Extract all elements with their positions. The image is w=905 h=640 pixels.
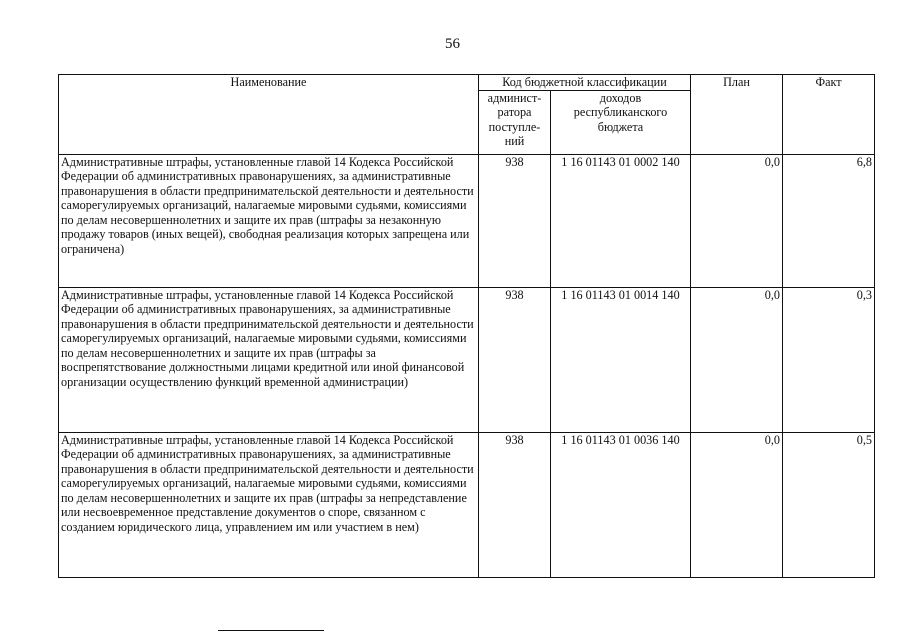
- row-name: Административные штрафы, установленные главой 14 Кодекса Российской Федерации об административных правонарушениях, за административные правонарушения в области предпринимательской деятельности и деятельности саморегулируемых организаций, налагаемые мировыми судьями, комиссиями по делам несовершеннолетних и защите их прав (штрафы за воспрепятствование должностными лицами кредитной или иной финансовой организации осуществлению функций временной администрации): [59, 287, 479, 432]
- row-plan: 0,0: [691, 287, 783, 432]
- budget-table: [58, 74, 875, 578]
- row-income-code: 1 16 01143 01 0014 140: [551, 287, 691, 432]
- row-fact: 6,8: [783, 154, 875, 287]
- footnote-divider: [218, 630, 324, 631]
- table-row: [59, 432, 875, 577]
- row-plan: 0,0: [691, 432, 783, 577]
- table-row: [59, 154, 875, 287]
- row-name: Административные штрафы, установленные главой 14 Кодекса Российской Федерации об административных правонарушениях, за административные правонарушения в области предпринимательской деятельности и деятельности саморегулируемых организаций, налагаемые мировыми судьями, комиссиями по делам несовершеннолетних и защите их прав (штрафы за непредставление или несвоевременное представление документов о споре, связанном с созданием юридического лица, управлением им или участием в нем): [59, 432, 479, 577]
- row-income-code: 1 16 01143 01 0036 140: [551, 432, 691, 577]
- row-admin-code: 938: [479, 432, 551, 577]
- header-name: Наименование: [59, 75, 479, 155]
- header-plan: План: [691, 75, 783, 155]
- row-name: Административные штрафы, установленные главой 14 Кодекса Российской Федерации об административных правонарушениях, за административные правонарушения в области предпринимательской деятельности и деятельности саморегулируемых организаций, налагаемые мировыми судьями, комиссиями по делам несовершеннолетних и защите их прав (штрафы за незаконную продажу товаров (иных вещей), свободная реализация которых запрещена или ограничена): [59, 154, 479, 287]
- header-admin: админист- ратора поступле- ний: [479, 90, 551, 154]
- row-admin-code: 938: [479, 287, 551, 432]
- header-code-group: Код бюджетной классификации: [479, 75, 691, 91]
- row-admin-code: 938: [479, 154, 551, 287]
- header-income: доходов республиканского бюджета: [551, 90, 691, 154]
- page-number: 56: [445, 36, 460, 52]
- header-fact: Факт: [783, 75, 875, 155]
- row-fact: 0,3: [783, 287, 875, 432]
- row-income-code: 1 16 01143 01 0002 140: [551, 154, 691, 287]
- table-row: [59, 287, 875, 432]
- row-fact: 0,5: [783, 432, 875, 577]
- row-plan: 0,0: [691, 154, 783, 287]
